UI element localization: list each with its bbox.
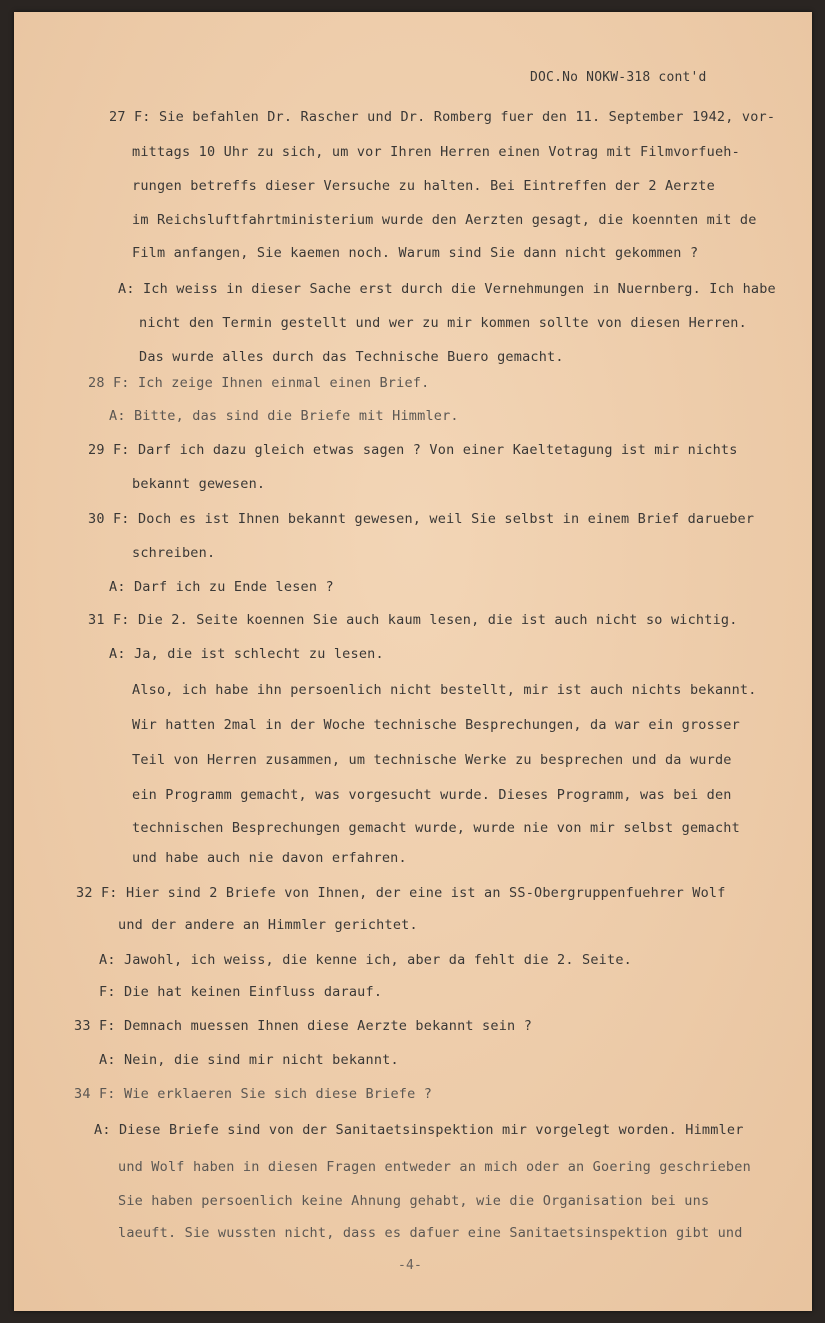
text-line: technischen Besprechungen gemacht wurde, wurde nie von mir selbst gemacht [132, 820, 740, 836]
text-line: 30 F: Doch es ist Ihnen bekannt gewesen, weil Sie selbst in einem Brief darueber [88, 511, 755, 527]
text-line: rungen betreffs dieser Versuche zu halten. Bei Eintreffen der 2 Aerzte [132, 178, 715, 194]
text-line: mittags 10 Uhr zu sich, um vor Ihren Herren einen Votrag mit Filmvorfueh- [132, 144, 740, 160]
text-line: A: Darf ich zu Ende lesen ? [109, 579, 334, 595]
text-line: 31 F: Die 2. Seite koennen Sie auch kaum lesen, die ist auch nicht so wichtig. [88, 612, 738, 628]
text-line: Teil von Herren zusammen, um technische Werke zu besprechen und da wurde [132, 752, 732, 768]
text-line: nicht den Termin gestellt und wer zu mir kommen sollte von diesen Herren. [139, 315, 747, 331]
text-line: und Wolf haben in diesen Fragen entweder an mich oder an Goering geschrieben [118, 1159, 751, 1175]
text-line: bekannt gewesen. [132, 476, 266, 492]
text-line: 32 F: Hier sind 2 Briefe von Ihnen, der eine ist an SS-Obergruppenfuehrer Wolf [76, 885, 726, 901]
text-line: Wir hatten 2mal in der Woche technische Besprechungen, da war ein grosser [132, 717, 740, 733]
text-line: Das wurde alles durch das Technische Buero gemacht. [139, 349, 564, 365]
text-line: F: Die hat keinen Einfluss darauf. [99, 984, 383, 1000]
text-line: laeuft. Sie wussten nicht, dass es dafuer eine Sanitaetsinspektion gibt und [118, 1225, 743, 1241]
text-line: Also, ich habe ihn persoenlich nicht bestellt, mir ist auch nichts bekannt. [132, 682, 757, 698]
text-line: A: Bitte, das sind die Briefe mit Himmler. [109, 408, 459, 424]
text-line: 29 F: Darf ich dazu gleich etwas sagen ? Von einer Kaeltetagung ist mir nichts [88, 442, 738, 458]
text-line: im Reichsluftfahrtministerium wurde den Aerzten gesagt, die koennten mit de [132, 212, 757, 228]
text-line: schreiben. [132, 545, 216, 561]
text-line: 33 F: Demnach muessen Ihnen diese Aerzte bekannt sein ? [74, 1018, 533, 1034]
text-line: ein Programm gemacht, was vorgesucht wurde. Dieses Programm, was bei den [132, 787, 732, 803]
text-line: A: Jawohl, ich weiss, die kenne ich, aber da fehlt die 2. Seite. [99, 952, 632, 968]
text-line: Sie haben persoenlich keine Ahnung gehabt, wie die Organisation bei uns [118, 1193, 710, 1209]
text-line: A: Nein, die sind mir nicht bekannt. [99, 1052, 399, 1068]
text-line: A: Ich weiss in dieser Sache erst durch die Vernehmungen in Nuernberg. Ich habe [118, 281, 776, 297]
document-number-header: DOC.No NOKW-318 cont'd [530, 70, 707, 85]
text-line: und habe auch nie davon erfahren. [132, 850, 407, 866]
text-line: Film anfangen, Sie kaemen noch. Warum sind Sie dann nicht gekommen ? [132, 245, 699, 261]
text-line: A: Ja, die ist schlecht zu lesen. [109, 646, 384, 662]
text-line: 28 F: Ich zeige Ihnen einmal einen Brief. [88, 375, 430, 391]
text-line: und der andere an Himmler gerichtet. [118, 917, 418, 933]
page-number: -4- [398, 1258, 423, 1273]
text-line: 27 F: Sie befahlen Dr. Rascher und Dr. Romberg fuer den 11. September 1942, vor- [109, 109, 776, 125]
document-page [14, 12, 812, 1311]
text-line: 34 F: Wie erklaeren Sie sich diese Briefe ? [74, 1086, 433, 1102]
text-line: A: Diese Briefe sind von der Sanitaetsinspektion mir vorgelegt worden. Himmler [94, 1122, 744, 1138]
